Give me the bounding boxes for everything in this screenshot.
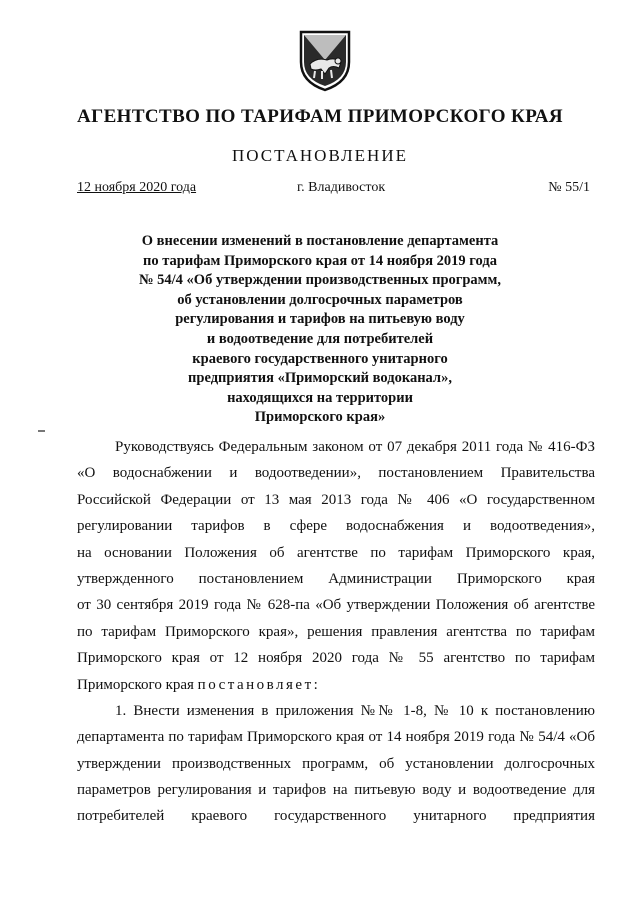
body-line: утверждении производственных программ, об установлении долгосрочных bbox=[77, 755, 595, 772]
body-line: Руководствуясь Федеральным законом от 07 декабря 2011 года № 416-ФЗ bbox=[115, 439, 595, 455]
body-line-decree bbox=[77, 672, 595, 698]
title-line: находящихся на территории bbox=[227, 389, 413, 406]
body-line: «О водоснабжении и водоотведении», постановлением Правительства bbox=[77, 465, 595, 482]
body-line: департамента по тарифам Приморского края от 14 ноября 2019 года № 54/4 «Об bbox=[77, 729, 595, 746]
title-line: и водоотведение для потребителей bbox=[206, 330, 434, 347]
decree-word: постановляет: bbox=[197, 676, 321, 693]
title-line: по тарифам Приморского края от 14 ноября 2019 года bbox=[143, 252, 497, 269]
body-line: регулировании тарифов в сфере водоснабжения и водоотведения», bbox=[77, 518, 595, 535]
body-line-text: Приморского края bbox=[77, 676, 198, 693]
document-number: № 55/1 bbox=[548, 180, 590, 195]
title-line: Приморского края» bbox=[254, 409, 386, 426]
document-body bbox=[77, 434, 595, 830]
body-line: Российской Федерации от 13 мая 2013 года № 406 «О государственном bbox=[77, 491, 595, 508]
scan-mark bbox=[38, 430, 45, 432]
document-title bbox=[90, 232, 550, 428]
agency-name: АГЕНТСТВО ПО ТАРИФАМ ПРИМОРСКОГО КРАЯ bbox=[76, 106, 564, 127]
coat-of-arms-emblem bbox=[295, 24, 355, 94]
body-line: от 30 сентября 2019 года № 628-па «Об утверждении Положения об агентстве bbox=[77, 597, 595, 614]
body-line: 1. Внести изменения в приложения №№ 1-8, № 10 к постановлению bbox=[115, 702, 595, 719]
title-line: об установлении долгосрочных параметров bbox=[177, 291, 463, 308]
document-type: ПОСТАНОВЛЕНИЕ bbox=[231, 146, 408, 165]
title-line: № 54/4 «Об утверждении производственных программ, bbox=[138, 272, 502, 289]
body-line: по тарифам Приморского края», решения правления агентства по тарифам bbox=[77, 623, 595, 640]
document-city: г. Владивосток bbox=[297, 180, 386, 195]
title-line: О внесении изменений в постановление департамента bbox=[141, 233, 499, 249]
title-line: регулирования и тарифов на питьевую воду bbox=[175, 311, 465, 328]
title-line: предприятия «Приморский водоканал», bbox=[188, 370, 452, 387]
body-line: Приморского края от 12 ноября 2020 года № 55 агентство по тарифам bbox=[77, 650, 595, 667]
body-line: потребителей краевого государственного унитарного предприятия bbox=[77, 808, 595, 825]
title-line: краевого государственного унитарного bbox=[192, 350, 448, 367]
body-line: утвержденного постановлением Администрации Приморского края bbox=[77, 570, 595, 587]
body-line: на основании Положения об агентстве по тарифам Приморского края, bbox=[77, 544, 595, 561]
body-line: параметров регулирования и тарифов на питьевую воду и водоотведение для bbox=[77, 782, 595, 799]
document-date: 12 ноября 2020 года bbox=[77, 180, 197, 195]
